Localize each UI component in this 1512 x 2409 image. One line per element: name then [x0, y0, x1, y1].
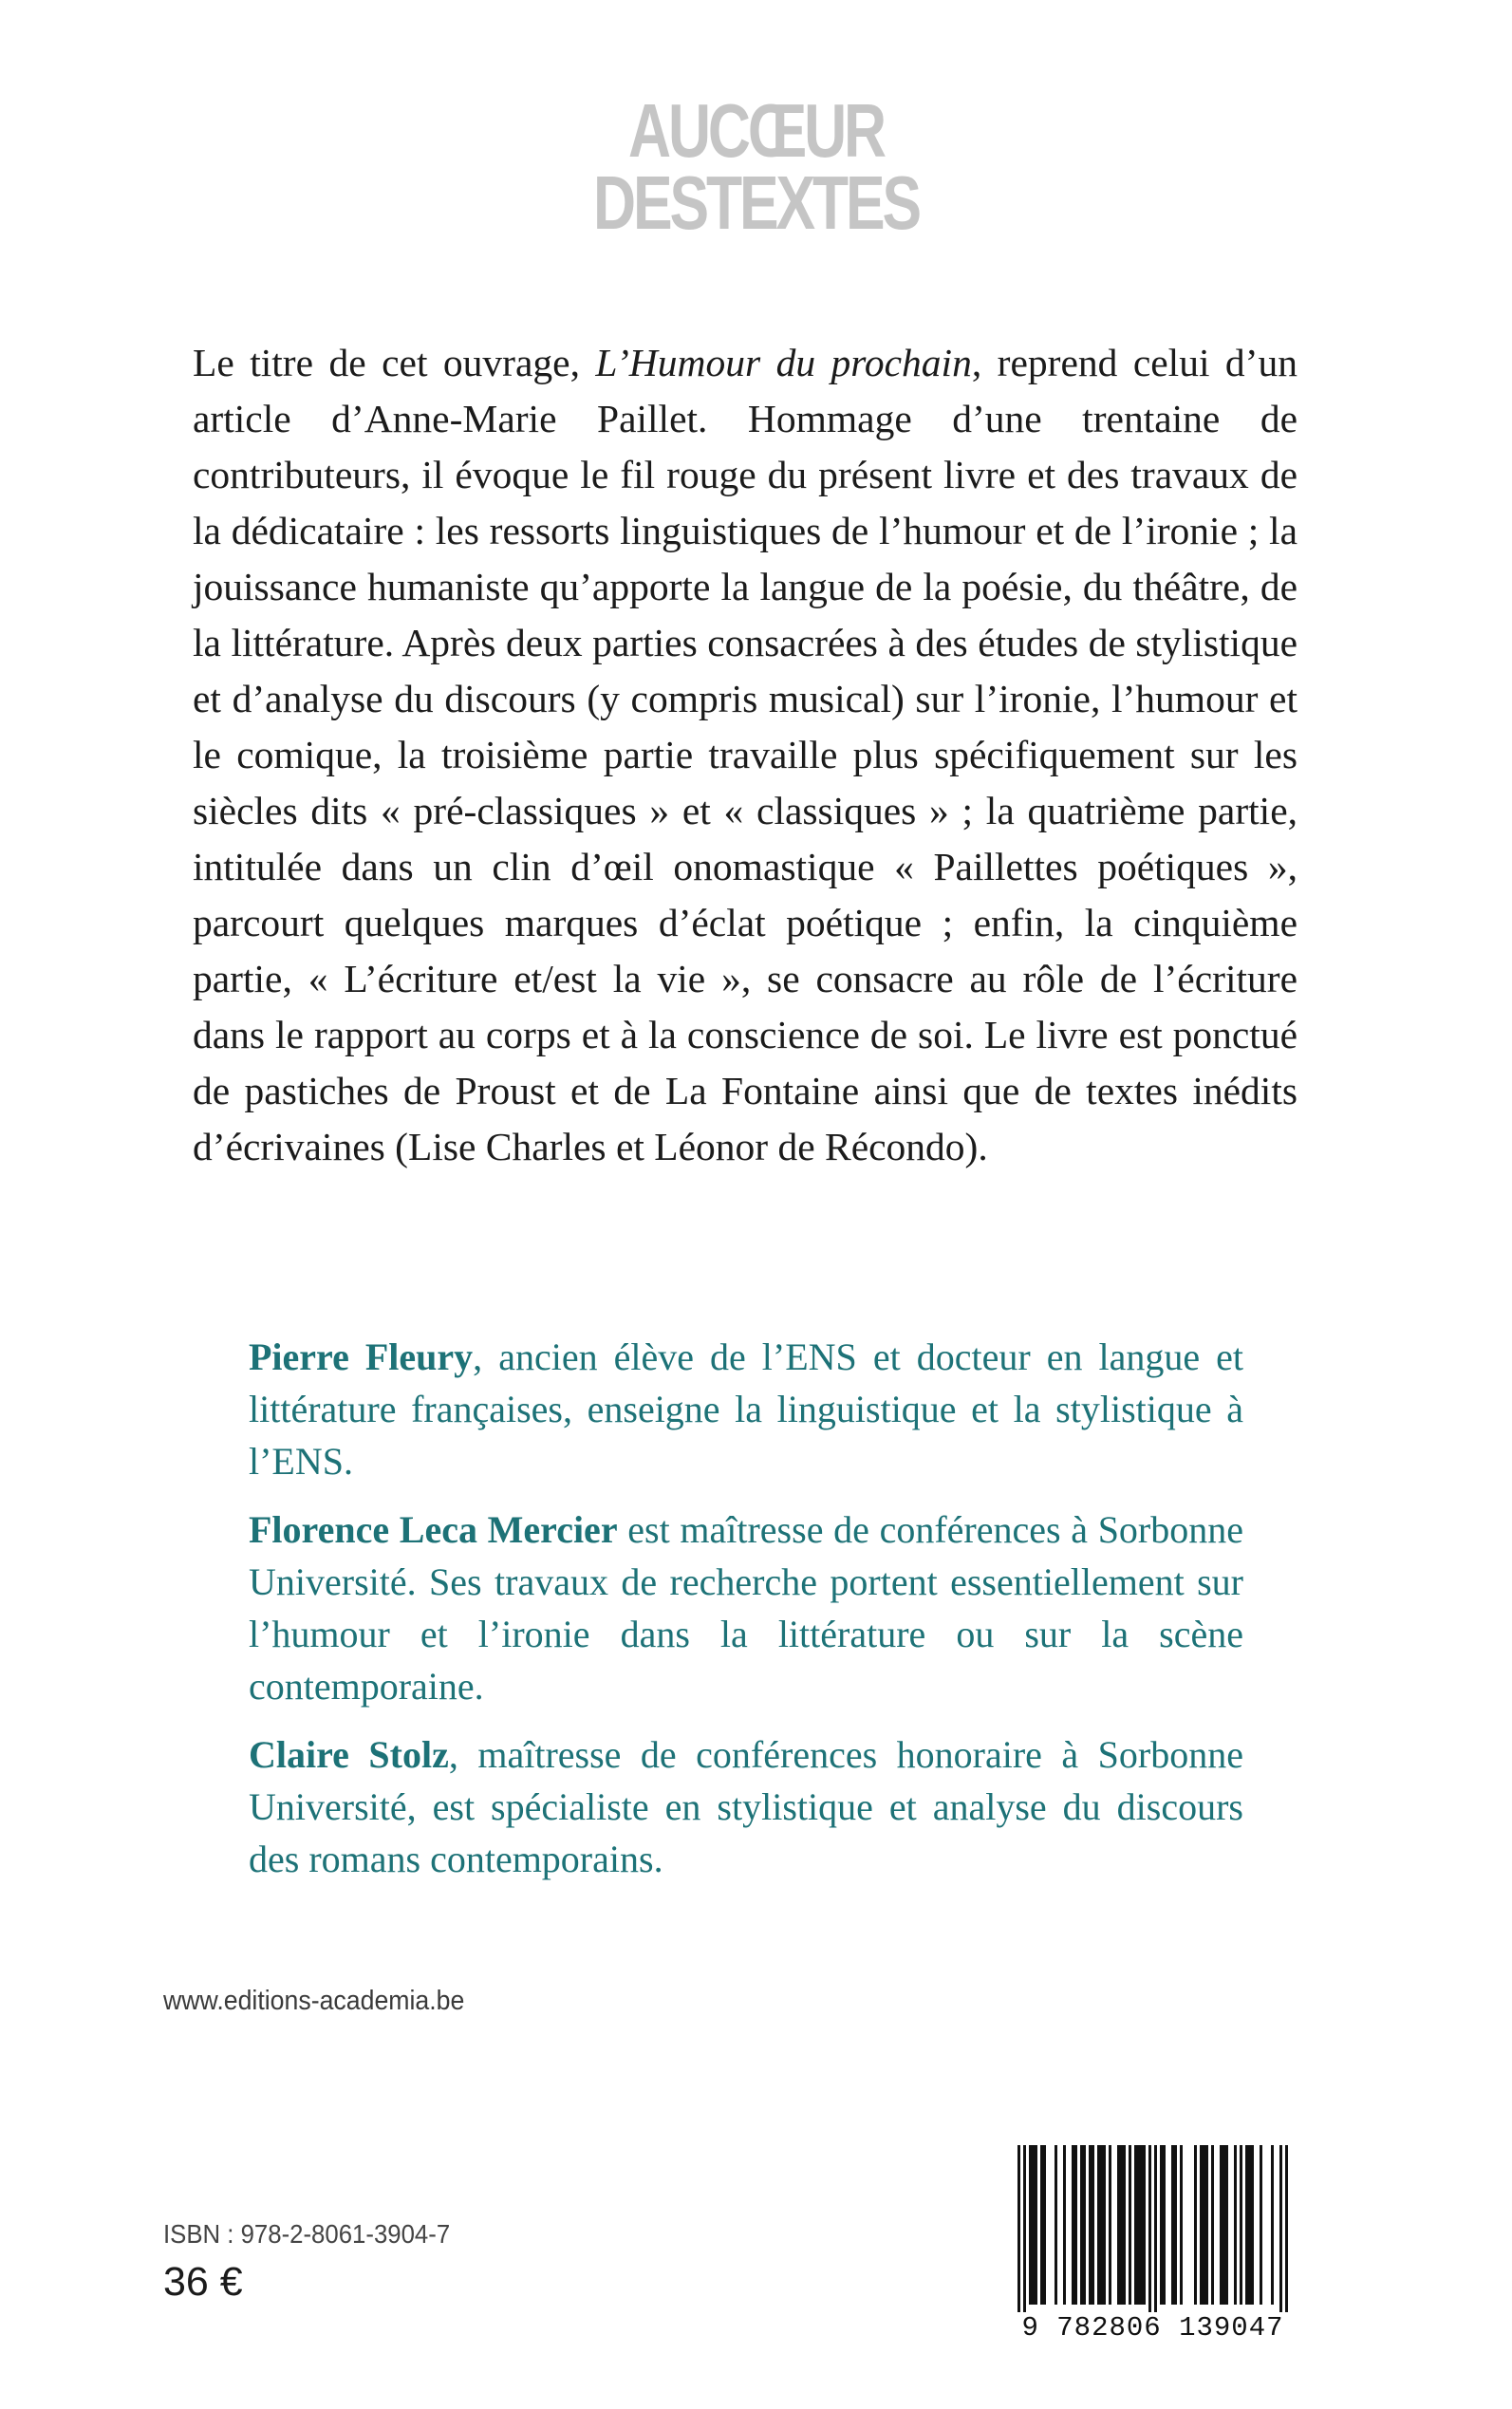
- logo-line-1: AUCŒUR: [627, 88, 885, 173]
- barcode-bar: [1137, 2145, 1140, 2305]
- barcode-bar: [1251, 2145, 1254, 2305]
- barcode: [999, 2145, 1307, 2344]
- barcode-bar: [1203, 2145, 1205, 2305]
- barcode-bar: [1080, 2145, 1083, 2305]
- barcode-bar: [1194, 2145, 1197, 2305]
- barcode-bar: [1074, 2145, 1077, 2305]
- price-label: 36 €: [163, 2259, 243, 2305]
- author-bio: [249, 1503, 1243, 1712]
- summary-intro: Le titre de cet ouvrage,: [193, 341, 596, 384]
- author-bio: [249, 1331, 1243, 1487]
- book-title: L’Humour du prochain: [595, 341, 972, 384]
- barcode-bar: [1129, 2145, 1131, 2305]
- author-description: , maîtresse de conférences honoraire à Sorbonne Université, est spécialiste en stylistique et analyse du discours des romans contemporains.: [249, 1733, 1243, 1880]
- barcode-bar: [1023, 2145, 1026, 2312]
- barcode-bar: [1083, 2145, 1086, 2305]
- barcode-bar: [1032, 2145, 1035, 2305]
- barcode-bar: [1160, 2145, 1163, 2305]
- barcode-bar: [1174, 2145, 1177, 2305]
- barcode-bar: [1117, 2145, 1120, 2305]
- publisher-website: www.editions-academia.be: [163, 1986, 465, 2016]
- barcode-bar: [1279, 2145, 1282, 2312]
- barcode-bar: [1148, 2145, 1151, 2312]
- barcode-bar: [1109, 2145, 1111, 2305]
- barcode-bar: [1200, 2145, 1203, 2305]
- barcode-bar: [1205, 2145, 1208, 2305]
- barcode-bar: [1260, 2145, 1262, 2305]
- barcode-bar: [1248, 2145, 1251, 2305]
- barcode-bar: [1017, 2145, 1020, 2312]
- author-description: est maîtresse de conférences à Sorbonne Université. Ses travaux de recherche portent essentiellement sur l’humour et l’ironie dans la littérature ou sur la scène contemporaine.: [249, 1508, 1244, 1708]
- author-description: , ancien élève de l’ENS et docteur en langue et littérature françaises, enseigne la linguistique et la stylistique à l’ENS.: [249, 1335, 1243, 1483]
- author-name: Florence Leca Mercier: [249, 1508, 618, 1551]
- barcode-bar: [1285, 2145, 1288, 2312]
- barcode-bar: [1223, 2145, 1225, 2305]
- barcode-bar: [1134, 2145, 1137, 2305]
- author-name: Claire Stolz: [249, 1733, 449, 1776]
- author-bios: [249, 1331, 1243, 1901]
- barcode-bar: [1271, 2145, 1274, 2305]
- barcode-bar: [1120, 2145, 1123, 2305]
- barcode-bar: [1211, 2145, 1214, 2305]
- barcode-bar: [1171, 2145, 1174, 2305]
- barcode-bar: [1092, 2145, 1094, 2305]
- logo-line-2: DESTEXTES: [593, 160, 919, 245]
- barcode-bar: [1035, 2145, 1037, 2305]
- barcode-bar: [1103, 2145, 1106, 2305]
- barcode-bar: [1089, 2145, 1092, 2305]
- barcode-bar: [1225, 2145, 1228, 2305]
- barcode-bar: [1140, 2145, 1143, 2305]
- barcode-bar: [1100, 2145, 1103, 2305]
- barcode-bar: [1220, 2145, 1223, 2305]
- barcode-bar: [1245, 2145, 1248, 2305]
- barcode-bar: [1240, 2145, 1242, 2305]
- barcode-bar: [1163, 2145, 1166, 2305]
- barcode-digits: 9 782806 139047: [1021, 2312, 1284, 2344]
- barcode-bar: [1055, 2145, 1057, 2305]
- barcode-bar: [1154, 2145, 1157, 2312]
- barcode-bars: [999, 2145, 1307, 2312]
- isbn-number: ISBN : 978-2-8061-3904-7: [163, 2219, 451, 2249]
- summary-body: , reprend celui d’un article d’Anne-Marie Paillet. Hommage d’une trentaine de contributeurs, il évoque le fil rouge du présent livre et des travaux de la dédicataire : les ressorts linguistiques de l’humour et de l’ironie ; la jouissance humaniste qu’apporte la langue de la poésie, du théâtre, de la littérature. Après deux parties consacrées à des études de stylistique et d’analyse du discours (y compris musical) sur l’ironie, l’humour et le comique, la troisième partie travaille plus spécifiquement sur les siècles dits « pré-classiques » et « classiques » ; la quatrième partie, intitulée dans un clin d’œil onomastique « Paillettes poétiques », parcourt quelques marques d’éclat poétique ; enfin, la cinquième partie, « L’écriture et/est la vie », se consacre au rôle de l’écriture dans le rapport au corps et à la conscience de soi. Le livre est ponctué de pastiches de Proust et de La Fontaine ainsi que de textes inédits d’écrivaines (Lise Charles et Léonor de Récondo).: [193, 341, 1297, 1168]
- barcode-bar: [1180, 2145, 1183, 2305]
- barcode-bar: [1043, 2145, 1046, 2305]
- barcode-bar: [1072, 2145, 1074, 2305]
- barcode-bar: [1063, 2145, 1066, 2305]
- barcode-bar: [1143, 2145, 1146, 2305]
- author-bio: [249, 1728, 1243, 1885]
- author-name: Pierre Fleury: [249, 1335, 474, 1378]
- book-summary: [193, 335, 1297, 1175]
- barcode-bar: [1040, 2145, 1043, 2305]
- barcode-bar: [1029, 2145, 1032, 2305]
- barcode-bar: [1234, 2145, 1237, 2305]
- barcode-bar: [1123, 2145, 1126, 2305]
- publisher-collection-logo: [0, 88, 1512, 245]
- barcode-bar: [1097, 2145, 1100, 2305]
